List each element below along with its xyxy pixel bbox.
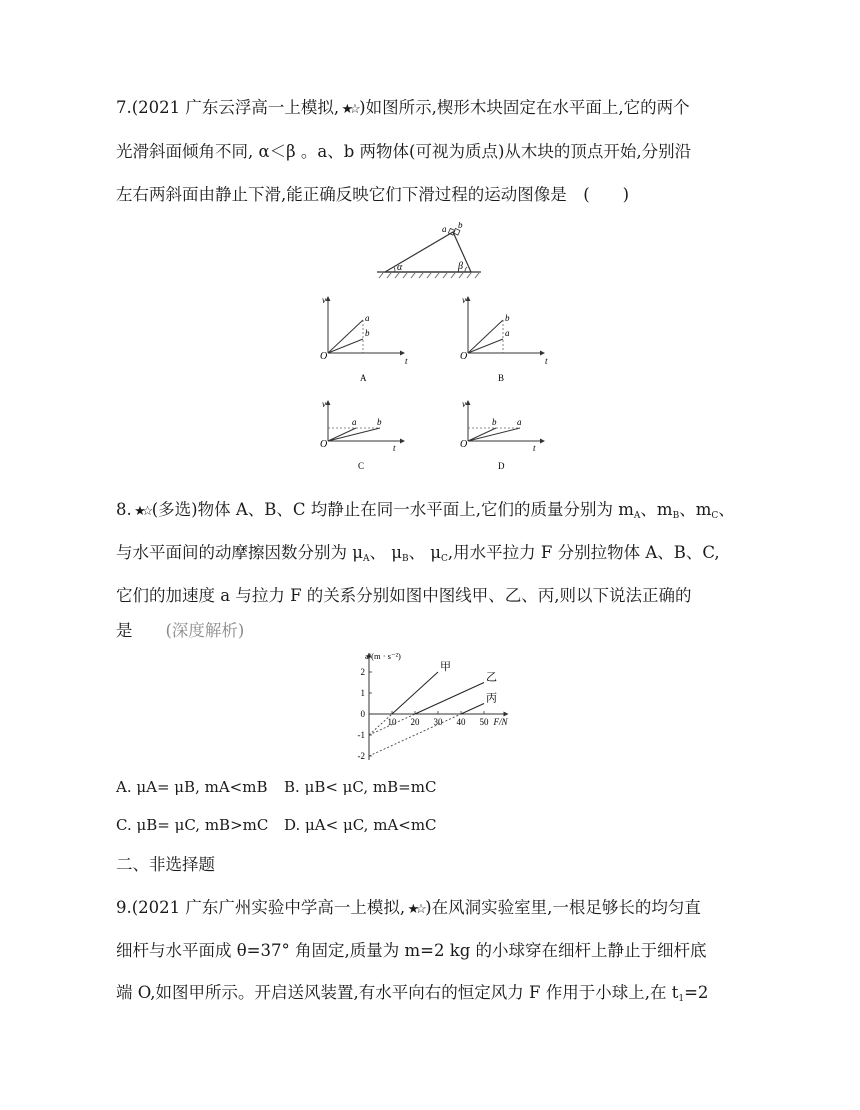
upper-label: a (365, 313, 370, 323)
mu-c-sub: C (441, 554, 448, 564)
mass-a-sub: A (633, 511, 641, 521)
vt-graph-b (452, 293, 552, 385)
x-arrow-icon (504, 712, 509, 717)
wedge-figure (375, 222, 485, 282)
t-label: t (393, 443, 396, 453)
label-a: a (442, 224, 447, 234)
vt-graph-c (312, 397, 412, 489)
option-label: C (358, 461, 365, 471)
line-first (468, 428, 496, 441)
chart-marks (369, 660, 497, 756)
lower-label: b (365, 328, 370, 338)
option-label: B (498, 373, 505, 383)
q9-text-3-tail: =2 (684, 983, 709, 1002)
mass-c-sub: C (711, 511, 719, 521)
t-label: t (405, 356, 408, 366)
q7-line-2: 光滑斜面倾角不同, α＜β 。a、b 两物体(可视为质点)从木块的顶点开始,分别沿 (116, 142, 692, 161)
q7-text-1: 如图所示,楔形木块固定在水平面上,它的两个 (365, 98, 690, 117)
v-arrow-icon (326, 296, 331, 301)
option-c-text: μB= μC, mB>mC (136, 816, 269, 834)
series-line-3 (461, 704, 484, 715)
alpha-label: α (397, 262, 403, 273)
option-b-label: B. (284, 778, 300, 796)
line-lower (328, 339, 363, 353)
q9-number: 9. (116, 898, 132, 917)
difficulty-stars-icon: ★☆ (134, 504, 150, 519)
vt-graph-a (312, 293, 412, 385)
q7-source: (2021 广东云浮高一上模拟, (131, 98, 340, 117)
line-upper (328, 320, 363, 353)
q8-number: 8. (116, 500, 132, 519)
q8-line-4 (116, 619, 244, 643)
t1-sub: 1 (678, 994, 685, 1004)
option-d-text: μA< μC, mA<mC (305, 816, 437, 834)
x-tick-label: 40 (456, 717, 466, 727)
q9-line-1 (116, 896, 701, 922)
q9-text-3: 端 O,如图甲所示。开启送风装置,有水平向右的恒定风力 F 作用于小球上,在 t (116, 983, 679, 1002)
ground-hatching (379, 273, 479, 278)
origin-label: O (460, 351, 468, 362)
q7-number: 7. (116, 98, 132, 117)
difficulty-stars-icon: ★☆ (407, 902, 423, 917)
option-c-label: C. (116, 816, 132, 834)
section-heading: 二、非选择题 (116, 855, 215, 874)
mu-b-sub: B (401, 554, 409, 564)
first-label: b (492, 417, 497, 427)
q8-line-2: 与水平面间的动摩擦因数分别为 $\mu_A$、 $\mu_B$、 $\mu_C$,用水平拉力 F 分别拉物体 A、B、C, (116, 543, 720, 564)
y-tick-label: -2 (357, 751, 365, 761)
q9-source-close: ) (425, 898, 432, 917)
upper-label: b (505, 313, 510, 323)
second-label: a (517, 417, 522, 427)
v-label: v (322, 295, 326, 305)
option-a[interactable] (116, 778, 268, 796)
t-arrow-icon (400, 351, 405, 356)
option-c[interactable] (116, 816, 268, 834)
deep-analysis-link[interactable]: (深度解析) (165, 621, 245, 640)
q8-line-3: 它们的加速度 a 与拉力 F 的关系分别如图中图线甲、乙、丙,则以下说法正确的 (116, 586, 692, 605)
option-b[interactable] (284, 778, 436, 796)
q7-source-close: ) (359, 98, 366, 117)
t-label: t (545, 356, 548, 366)
y-tick-label: -1 (357, 730, 365, 740)
y-tick-label: 0 (360, 709, 365, 719)
q8-text-2: 与水平面间的动摩擦因数分别为 μ (116, 543, 363, 562)
q8-line-1: 8. ★☆ (多选)物体 A、B、C 均静止在同一水平面上,它们的质量分别为 $m_A$、$m_B$、$m_C$、 (116, 498, 735, 528)
beta-arc (465, 267, 467, 272)
v-arrow-icon (466, 296, 471, 301)
q7-line-3: 左右两斜面由静止下滑,能正确反映它们下滑过程的运动图像是 ( ) (116, 185, 630, 204)
option-d[interactable] (284, 816, 437, 834)
q8-text-1: 物体 A、B、C 均静止在同一水平面上,它们的质量分别为 m (197, 500, 634, 519)
line-second (328, 428, 380, 441)
series-line-2 (415, 683, 484, 715)
beta-label: β (458, 261, 463, 272)
origin-label: O (320, 439, 328, 450)
series-label-2: 乙 (486, 671, 497, 684)
t-arrow-icon (540, 351, 545, 356)
option-label: A (360, 373, 367, 383)
y-tick-label: 1 (360, 688, 365, 698)
mass-b-sub: B (672, 511, 680, 521)
option-a-text: μA= μB, mA<mB (136, 778, 268, 796)
x-axis-label: F/N (493, 717, 508, 727)
v-arrow-icon (466, 400, 471, 405)
first-label: a (352, 417, 357, 427)
x-tick-label: 20 (410, 717, 420, 727)
option-d-label: D. (284, 816, 301, 834)
q9-line-2: 细杆与水平面成 θ=37° 角固定,质量为 m=2 kg 的小球穿在细杆上静止于细杆底 (116, 941, 707, 960)
vt-graph-d (452, 397, 552, 489)
origin-label: O (320, 351, 328, 362)
v-label: v (462, 295, 466, 305)
line-lower (468, 339, 503, 353)
alpha-arc (394, 267, 395, 272)
q9-source: (2021 广东广州实验中学高一上模拟, (131, 898, 406, 917)
option-a-label: A. (116, 778, 132, 796)
series-label-3: 丙 (486, 692, 497, 705)
v-label: v (462, 399, 466, 409)
label-b: b (458, 222, 463, 230)
series-label-1: 甲 (440, 661, 451, 673)
x-tick-label: 30 (433, 717, 443, 727)
x-tick-label: 10 (387, 717, 397, 727)
line-second (468, 428, 520, 441)
line-upper (468, 320, 503, 353)
option-b-text: μB< μC, mB=mC (304, 778, 437, 796)
x-tick-label: 50 (479, 717, 489, 727)
v-arrow-icon (326, 400, 331, 405)
q8-text-2-tail: ,用水平拉力 F 分别拉物体 A、B、C, (447, 543, 720, 562)
option-label: D (498, 461, 505, 471)
second-label: b (377, 417, 382, 427)
y-axis-label: a/(m · s⁻²) (365, 651, 401, 661)
line-first (328, 428, 356, 441)
q9-line-3 (116, 981, 708, 1011)
q9-text-1: 在风洞实验室里,一根足够长的均匀直 (431, 898, 701, 917)
y-tick-label: 2 (360, 667, 365, 677)
q8-tag: (多选) (151, 500, 198, 519)
t-arrow-icon (540, 439, 545, 444)
mu-a-sub: A (362, 554, 370, 564)
t-arrow-icon (400, 439, 405, 444)
q8-text-4: 是 (116, 621, 133, 640)
lower-label: a (505, 328, 510, 338)
t-label: t (533, 443, 536, 453)
series-line-1 (392, 672, 438, 714)
a-f-chart (335, 650, 525, 762)
v-label: v (322, 399, 326, 409)
origin-label: O (460, 439, 468, 450)
q7-line-1 (116, 96, 690, 122)
difficulty-stars-icon: ★☆ (341, 102, 357, 117)
